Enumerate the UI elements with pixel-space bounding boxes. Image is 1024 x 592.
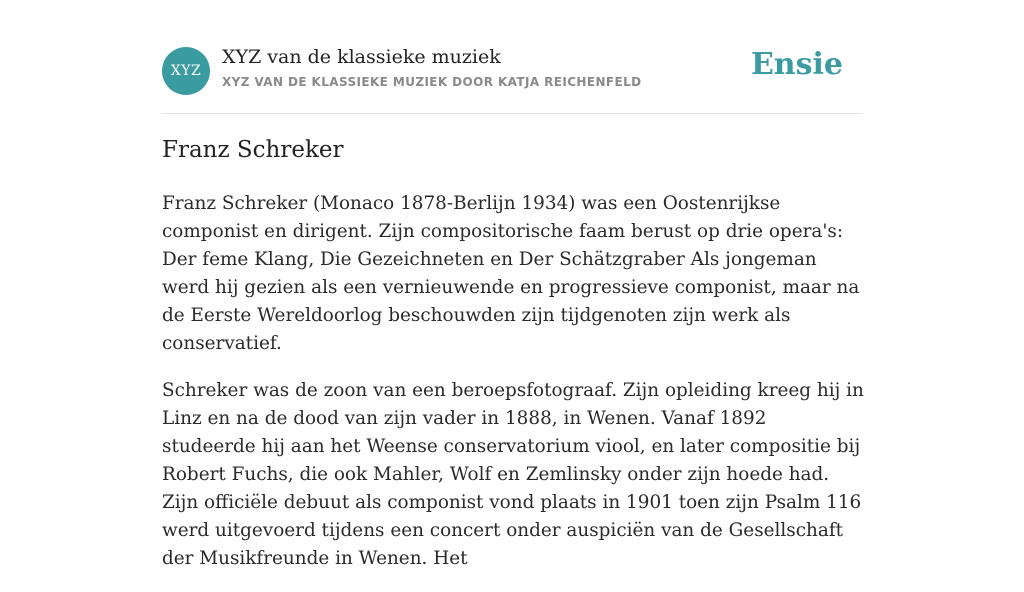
article-title: Franz Schreker xyxy=(162,137,344,163)
article-paragraph: Franz Schreker (Monaco 1878-Berlijn 1934) was een Oostenrijkse componist en dirigent. Zijn compositorische faam berust op drie opera's: Der feme Klang, Die Gezeichneten en Der Schätzgraber Als jongeman werd hij gezien als een vernieuwende en progressieve componist, maar na de Eerste Wereldoorlog beschouwden zijn tijdgenoten zijn werk als conservatief. xyxy=(162,193,860,354)
brand-logo-link[interactable]: Ensie xyxy=(750,47,843,82)
site-subtitle: XYZ VAN DE KLASSIEKE MUZIEK DOOR KATJA REICHENFELD xyxy=(222,75,642,89)
site-header xyxy=(162,0,862,114)
article-paragraph: Schreker was de zoon van een beroepsfotograaf. Zijn opleiding kreeg hij in Linz en na de dood van zijn vader in 1888, in Wenen. Vanaf 1892 studeerde hij aan het Weense conservatorium viool, en later compositie bij Robert Fuchs, die ook Mahler, Wolf en Zemlinsky onder zijn hoede had. Zijn officiële debuut als componist vond plaats in 1901 toen zijn Psalm 116 werd uitgevoerd tijdens een concert onder auspiciën van de Gesellschaft der Musikfreunde in Wenen. Het xyxy=(162,380,864,569)
avatar[interactable]: XYZ xyxy=(162,47,210,95)
article-body xyxy=(162,190,864,592)
content-container xyxy=(162,0,864,569)
site-title[interactable]: XYZ van de klassieke muziek xyxy=(222,46,501,68)
